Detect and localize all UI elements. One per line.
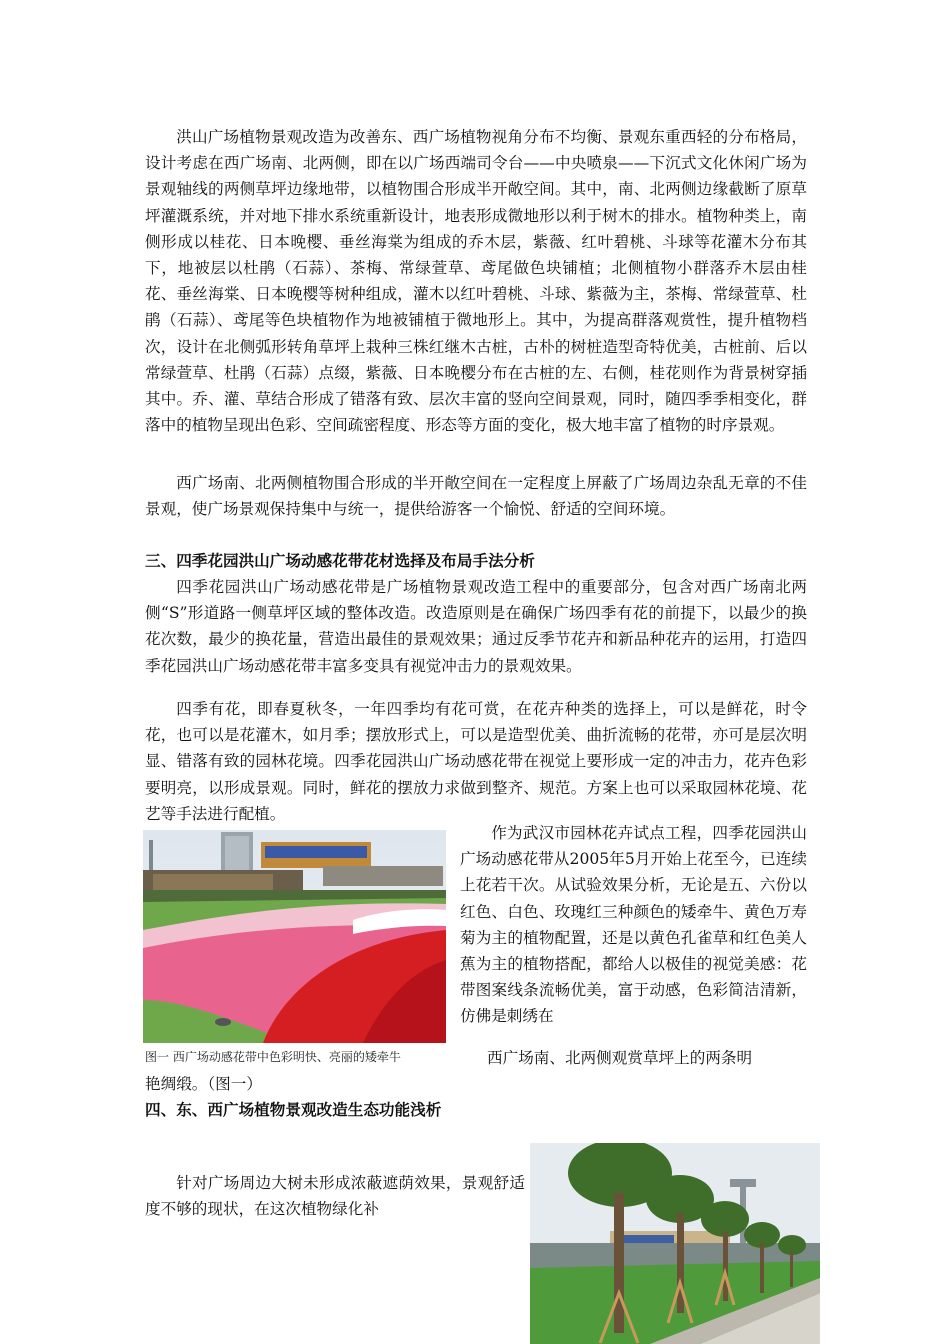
section-heading-3: 三、四季花园洪山广场动感花带花材选择及布局手法分析 xyxy=(145,552,535,570)
section-heading-4: 四、东、西广场植物景观改造生态功能浅析 xyxy=(145,1101,442,1119)
paragraph-plant-landscape: 洪山广场植物景观改造为改善东、西广场植物视角分布不均衡、景观东重西轻的分布格局，设计考虑在西广场南、北两侧，即在以广场西端司令台——中央喷泉——下沉式文化休闲广场为景观轴线的两侧草坪边缘地带，以植物围合形成半开敞空间。其中，南、北两侧边缘截断了原草坪灌溉系统，并对地下排水系统重新设计，地表形成微地形以利于树木的排水。植物种类上，南侧形成以桂花、日本晚樱、垂丝海棠为组成的乔木层，紫薇、红叶碧桃、斗球等花灌木分布其下，地被层以杜鹃（石蒜）、茶梅、常绿萱草、鸢尾做色块铺植；北侧植物小群落乔木层由桂花、垂丝海棠、日本晚樱等树种组成，灌木以红叶碧桃、斗球、紫薇为主，茶梅、常绿萱草、杜鹃（石蒜）、鸢尾等色块植物作为地被铺植于微地形上。其中，为提高群落观赏性，提升植物档次，设计在北侧弧形转角草坪上栽种三株红继木古桩，古朴的树桩造型奇特优美，古桩前、后以常绿萱草、杜鹃（石蒜）点缀，紫薇、日本晚樱分布在古桩的左、右侧，桂花则作为背景树穿插其中。乔、灌、草结合形成了错落有致、层次丰富的竖向空间景观，同时，随四季季相变化，群落中的植物呈现出色彩、空间疏密程度、形态等方面的变化，极大地丰富了植物的时序景观。 xyxy=(145,128,807,435)
paragraph-ecological-function: 针对广场周边大树未形成浓蔽遮荫效果，景观舒适度不够的现状，在这次植物绿化补 xyxy=(145,1174,525,1219)
paragraph-four-seasons: 四季有花，即春夏秋冬，一年四季均有花可赏，在花卉种类的选择上，可以是鲜花，时令花，也可以是花灌木，如月季；摆放形式上，可以是造型优美、曲折流畅的花带，亦可是层次明显、错落有致的园林花境。四季花园洪山广场动感花带在视觉上要形成一定的冲击力，花卉色彩要明亮，以形成景观。同时，鲜花的摆放力求做到整齐、规范。方案上也可以采取园林花境、花艺等手法进行配植。 xyxy=(145,700,807,823)
tree-planting-photo xyxy=(530,1143,820,1344)
flower-belt-image xyxy=(143,830,446,1043)
tree-planting-image xyxy=(530,1143,820,1344)
flower-belt-photo xyxy=(143,830,446,1043)
paragraph-trial-results: 作为武汉市园林花卉试点工程，四季花园洪山广场动感花带从2005年5月开始上花至今，已连续上花若干次。从试验效果分析，无论是五、六份以红色、白色、玫瑰红三种颜色的矮牵牛、黄色万寿菊为主的植物配置，还是以黄色孔雀草和红色美人蕉为主的植物搭配，都给人以极佳的视觉美感：花带图案线条流畅优美，富于动感，色彩简洁清新，仿佛是刺绣在 xyxy=(460,824,807,1026)
figure-1-caption: 图一 西广场动感花带中色彩明快、亮丽的矮牵牛 xyxy=(145,1050,401,1064)
paragraph-flower-belt: 四季花园洪山广场动感花带是广场植物景观改造工程中的重要部分，包含对西广场南北两侧“S”形道路一侧草坪区域的整体改造。改造原则是在确保广场四季有花的前提下，以最少的换花次数，最少的换花量，营造出最佳的景观效果；通过反季节花卉和新品种花卉的运用，打造四季花园洪山广场动感花带丰富多变具有视觉冲击力的景观效果。 xyxy=(145,578,807,675)
paragraph-semi-open-space: 西广场南、北两侧植物围合形成的半开敞空间在一定程度上屏蔽了广场周边杂乱无章的不佳景观，使广场景观保持集中与统一，提供给游客一个愉悦、舒适的空间环境。 xyxy=(145,474,807,519)
paragraph-trial-results-end: 艳绸缎。（图一） xyxy=(145,1075,262,1093)
paragraph-trial-results-cont: 西广场南、北两侧观赏草坪上的两条明 xyxy=(487,1049,753,1067)
